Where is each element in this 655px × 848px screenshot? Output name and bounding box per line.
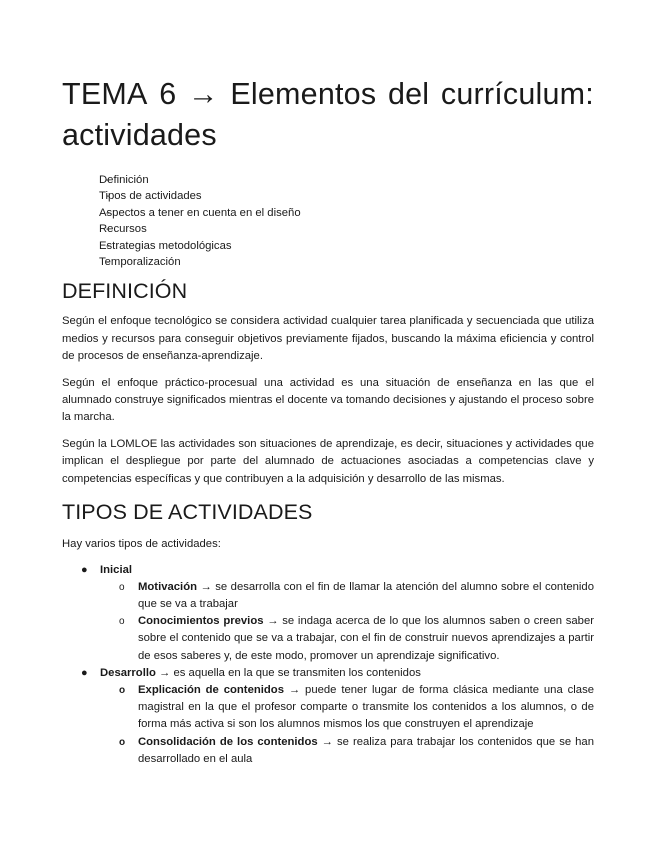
title-word: TEMA xyxy=(62,77,148,111)
toc-item: - Estrategias metodológicas xyxy=(62,238,594,254)
section-heading-tipos: TIPOS DE ACTIVIDADES xyxy=(62,500,313,525)
paragraph: Según la LOMLOE las actividades son situaciones de aprendizaje, es decir, situaciones y actividades que implican el despliegue por parte del alumnado de actuaciones asociadas a competencias clave y competencias específicas y que contribuyen a la adquisición y desarrollo de las mismas. xyxy=(62,437,594,485)
title-arrow: → xyxy=(188,77,219,111)
circle-bullet-icon: o xyxy=(119,736,126,748)
section-heading-definicion: DEFINICIÓN xyxy=(62,279,188,304)
sub-item-text: → se desarrolla con el fin de llamar la atención del alumno sobre el contenido que se va a trabajar xyxy=(138,580,594,610)
title-line-2: actividades xyxy=(62,118,217,152)
bullet-icon: ● xyxy=(81,563,88,576)
sub-item-text: → puede tener lugar de forma clásica mediante una clase magistral en la que el profesor comparte o transmite los contenidos a los alumnos, o de forma más activa si son los alumnos mismos los que construyen el aprendizaje xyxy=(138,683,594,731)
sub-list xyxy=(100,682,594,768)
list-item-text: → es aquella en la que se transmiten los contenidos xyxy=(155,666,421,679)
page-title xyxy=(62,74,594,156)
title-word: 6 xyxy=(159,77,177,111)
list-item-inicial xyxy=(62,562,594,665)
list-item-desarrollo xyxy=(62,665,594,768)
sub-list-item xyxy=(100,734,594,768)
toc-item: - Aspectos a tener en cuenta en el diseño xyxy=(62,205,594,221)
circle-bullet-icon: o xyxy=(119,616,125,628)
list-item-label: Inicial xyxy=(100,563,133,576)
paragraph: Según el enfoque tecnológico se considera actividad cualquier tarea planificada y secuenciada que utiliza medios y recursos para conseguir objetivos previamente fijados, buscando la máxima eficiencia y control de procesos de enseñanza-aprendizaje. xyxy=(62,315,594,363)
paragraph: Hay varios tipos de actividades: xyxy=(62,538,221,551)
sub-item-term: Explicación de contenidos xyxy=(138,683,284,696)
circle-bullet-icon: o xyxy=(119,684,126,696)
toc-item: - Recursos xyxy=(62,221,594,237)
sub-item-text: → se indaga acerca de lo que los alumnos saben o creen saber sobre el contenido que se va a trabajar, con el fin de construir nuevos aprendizajes a partir de esos saberes y, de este modo, promover un aprendizaje significativo. xyxy=(138,615,594,662)
sub-item-term: Motivación xyxy=(138,580,197,593)
bullet-icon: ● xyxy=(81,666,88,679)
activity-type-list xyxy=(62,562,594,768)
toc-item: - Temporalización xyxy=(62,254,594,270)
paragraph: Según el enfoque práctico-procesual una actividad es una situación de enseñanza en las que el alumnado construye significados mientras el docente va tomando decisiones y ajustando el proceso sobre la marcha. xyxy=(62,376,594,424)
sub-list xyxy=(100,579,594,665)
sub-list-item xyxy=(100,613,594,665)
table-of-contents xyxy=(62,172,594,270)
title-word: currículum: xyxy=(440,77,594,111)
toc-item: - Tipos de actividades xyxy=(62,188,594,204)
document-page xyxy=(62,0,594,768)
circle-bullet-icon: o xyxy=(119,581,125,593)
sub-item-term: Conocimientos previos xyxy=(138,615,264,628)
list-item-label: Desarrollo xyxy=(100,666,156,679)
title-line-1 xyxy=(62,74,594,115)
sub-item-text: → se realiza para trabajar los contenidos que se han desarrollado en el aula xyxy=(138,735,594,765)
toc-item: - Definición xyxy=(62,172,594,188)
sub-list-item xyxy=(100,682,594,734)
title-word: del xyxy=(387,77,430,111)
sub-item-term: Consolidación de los contenidos xyxy=(138,735,318,748)
sub-list-item xyxy=(100,579,594,613)
title-word: Elementos xyxy=(230,77,377,111)
